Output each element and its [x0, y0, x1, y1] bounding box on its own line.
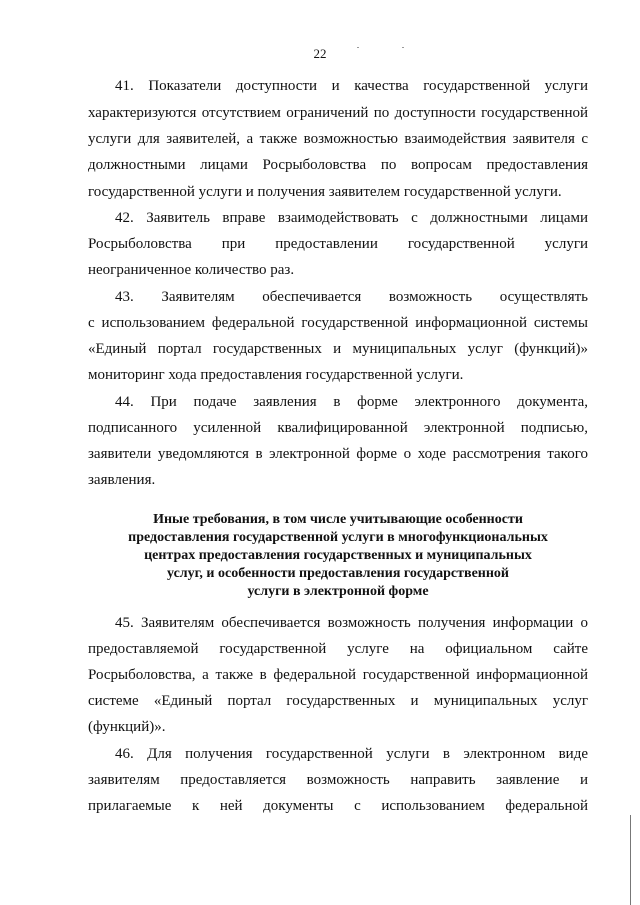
paragraph-45-line: Росрыболовства, а также в федеральной государственной информационной	[88, 667, 588, 683]
paragraph-45-line: (функций)».	[88, 719, 166, 735]
paragraph-43-line: с использованием федеральной государственной информационной системы	[88, 315, 588, 331]
paragraph-46-line: прилагаемые к ней документы с использованием федеральной	[88, 798, 588, 814]
paragraph-44-line: 44. При подаче заявления в форме электронного документа,	[115, 394, 588, 410]
paragraph-41-line: 41. Показатели доступности и качества государственной услуги	[115, 78, 588, 94]
section-heading-line: предоставления государственной услуги в многофункциональных	[128, 530, 548, 545]
paragraph-41-line: государственной услуги и получения заявителем государственной услуги.	[88, 184, 562, 200]
paragraph-44-line: заявители уведомляются в электронной форме о ходе рассмотрения такого	[88, 446, 588, 462]
scan-speck	[357, 47, 359, 48]
page-number: 22	[313, 46, 327, 61]
paragraph-43-line: 43. Заявителям обеспечивается возможность осуществлять	[115, 289, 588, 305]
paragraph-44-line: подписанного усиленной квалифицированной электронной подписью,	[88, 420, 588, 436]
paragraph-43-line: «Единый портал государственных и муниципальных услуг (функций)»	[88, 341, 588, 357]
paragraph-46-line: заявителям предоставляется возможность направить заявление и	[88, 772, 588, 788]
paragraph-41-line: должностными лицами Росрыболовства по вопросам предоставления	[88, 157, 588, 173]
paragraph-42-line: Росрыболовства при предоставлении государственной услуги	[88, 236, 588, 252]
paragraph-42-line: неограниченное количество раз.	[88, 262, 295, 278]
paragraph-45-line: системе «Единый портал государственных и муниципальных услуг	[88, 693, 588, 709]
paragraph-45-line: 45. Заявителям обеспечивается возможность получения информации о	[115, 615, 588, 631]
paragraph-41-line: характеризуются отсутствием ограничений по доступности государственной	[88, 105, 588, 121]
paragraph-46-line: 46. Для получения государственной услуги в электронном виде	[115, 746, 588, 762]
paragraph-42-line: 42. Заявитель вправе взаимодействовать с должностными лицами	[115, 210, 588, 226]
section-heading-line: услуги в электронной форме	[247, 584, 429, 599]
paragraph-43-line: мониторинг хода предоставления государственной услуги.	[88, 367, 464, 383]
paragraph-44-line: заявления.	[88, 472, 156, 488]
paragraph-41-line: услуги для заявителей, а также возможностью взаимодействия заявителя с	[88, 131, 588, 147]
section-heading-line: услуг, и особенности предоставления государственной	[167, 566, 509, 581]
scan-speck	[402, 47, 404, 48]
section-heading-line: Иные требования, в том числе учитывающие особенности	[153, 512, 523, 527]
scan-margin-line	[630, 815, 631, 905]
section-heading-line: центрах предоставления государственных и муниципальных	[144, 548, 532, 563]
paragraph-45-line: предоставляемой государственной услуге на официальном сайте	[88, 641, 588, 657]
